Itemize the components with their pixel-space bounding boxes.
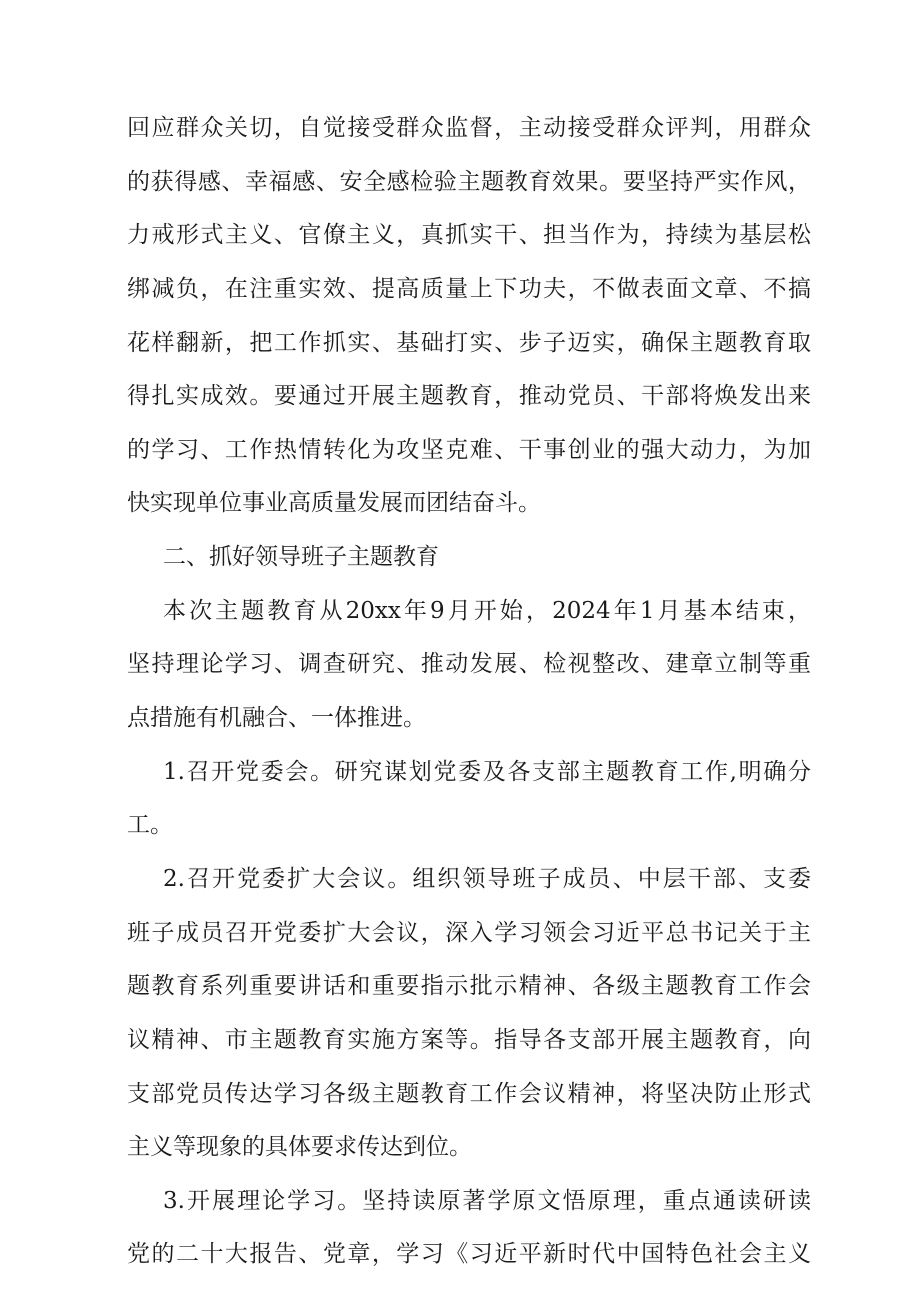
text-line: 党的二十大报告、党章，学习《习近平新时代中国特色社会主义 (127, 1241, 811, 1268)
paragraph (127, 110, 811, 539)
section-heading (127, 539, 811, 593)
text-line: 回应群众关切，自觉接受群众监督，主动接受群众评判，用群众 (127, 115, 811, 141)
text-line: 得扎实成效。要通过开展主题教育，推动党员、干部将焕发出来 (127, 383, 811, 410)
document-page (127, 110, 811, 1290)
paragraph (127, 593, 811, 754)
text-line: 的获得感、幸福感、安全感检验主题教育效果。要坚持严实作风， (127, 168, 811, 195)
text-line: 3.开展理论学习。坚持读原著学原文悟原理，重点通读研读 (163, 1187, 811, 1214)
paragraph (127, 861, 811, 1183)
text-line: 班子成员召开党委扩大会议，深入学习领会习近平总书记关于主 (127, 919, 811, 946)
text-line: 快实现单位事业高质量发展而团结奋斗。 (127, 490, 541, 517)
text-line: 题教育系列重要讲话和重要指示批示精神、各级主题教育工作会 (127, 973, 811, 1000)
text-line: 议精神、市主题教育实施方案等。指导各支部开展主题教育，向 (127, 1026, 811, 1053)
text-line: 绑减负，在注重实效、提高质量上下功夫，不做表面文章、不搞 (127, 275, 811, 302)
text-line: 的学习、工作热情转化为攻坚克难、干事创业的强大动力，为加 (127, 436, 811, 463)
text-line: 2.召开党委扩大会议。组织领导班子成员、中层干部、支委 (163, 865, 811, 892)
text-line: 主义等现象的具体要求传达到位。 (127, 1134, 472, 1161)
text-line: 坚持理论学习、调查研究、推动发展、检视整改、建章立制等重 (127, 651, 811, 678)
text-line: 力戒形式主义、官僚主义，真抓实干、担当作为，持续为基层松 (127, 222, 811, 249)
text-line: 二、抓好领导班子主题教育 (163, 544, 439, 571)
text-line: 支部党员传达学习各级主题教育工作会议精神，将坚决防止形式 (127, 1080, 811, 1107)
paragraph (127, 1183, 811, 1290)
text-line: 本次主题教育从20xx年9月开始，2024年1月基本结束， (163, 597, 811, 624)
text-line: 点措施有机融合、一体推进。 (127, 705, 426, 732)
paragraph (127, 754, 811, 861)
text-line: 花样翻新，把工作抓实、基础打实、步子迈实，确保主题教育取 (127, 329, 811, 356)
text-line: 1.召开党委会。研究谋划党委及各支部主题教育工作,明确分 (163, 758, 811, 785)
text-line: 工。 (127, 812, 173, 839)
